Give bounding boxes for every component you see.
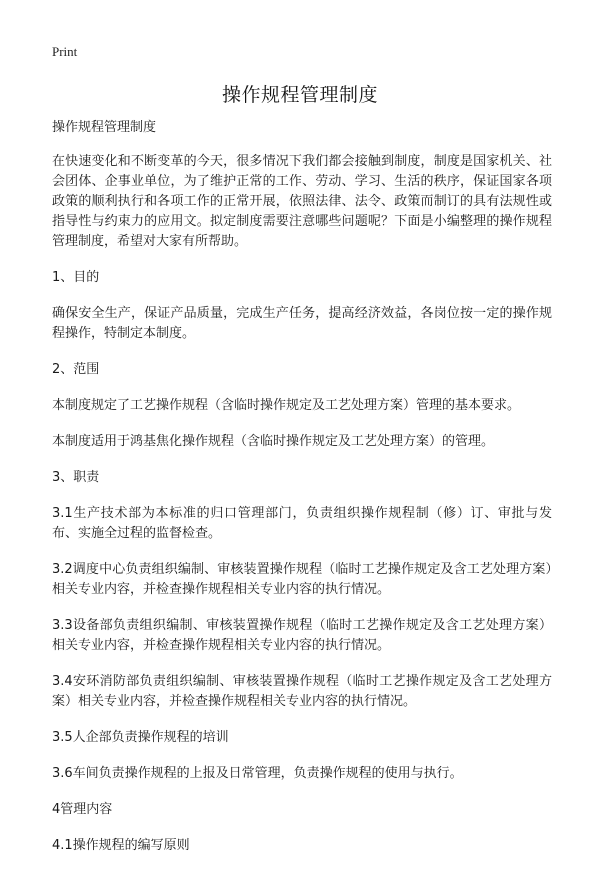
- paragraph-duty-3-4: 3.4安环消防部负责组织编制、审核装置操作规程（临时工艺操作规定及含工艺处理方案）相关专业内容，并检查操作规程相关专业内容的执行情况。: [52, 674, 552, 709]
- intro-paragraph: 在快速变化和不断变革的今天，很多情况下我们都会接触到制度，制度是国家机关、社会团体、企事业单位，为了维护正常的工作、劳动、学习、生活的秩序，保证国家各项政策的顺利执行和各项工作的正常开展，依照法律、法令、政策而制订的具有法规性或指导性与约束力的应用文。拟定制度需要注意哪些问题呢？下面是小编整理的操作规程管理制度，希望对大家有所帮助。: [52, 154, 552, 249]
- paragraph-duty-3-3: 3.3设备部负责组织编制、审核装置操作规程（临时工艺操作规定及含工艺处理方案）相关专业内容，并检查操作规程相关专业内容的执行情况。: [52, 618, 552, 653]
- section-heading-duties: 3、职责: [52, 470, 100, 485]
- paragraph-duty-3-1: 3.1生产技术部为本标准的归口管理部门，负责组织操作规程制（修）订、审批与发布、实施全过程的监督检查。: [52, 506, 552, 541]
- section-heading-purpose: 1、目的: [52, 270, 100, 285]
- document-subtitle: 操作规程管理制度: [52, 120, 157, 135]
- paragraph-scope-2: 本制度适用于鸿基焦化操作规程（含临时操作规定及工艺处理方案）的管理。: [52, 434, 495, 449]
- print-link[interactable]: Print: [52, 44, 78, 59]
- paragraph-scope-1: 本制度规定了工艺操作规程（含临时操作规定及工艺处理方案）管理的基本要求。: [52, 398, 521, 413]
- paragraph-duty-3-6: 3.6车间负责操作规程的上报及日常管理，负责操作规程的使用与执行。: [52, 766, 463, 781]
- paragraph-duty-3-5: 3.5人企部负责操作规程的培训: [52, 730, 229, 745]
- paragraph-duty-3-2: 3.2调度中心负责组织编制、审核装置操作规程（临时工艺操作规定及含工艺处理方案）相关专业内容，并检查操作规程相关专业内容的执行情况。: [52, 562, 552, 597]
- document-body: [52, 118, 552, 872]
- paragraph-management-4-1: 4.1操作规程的编写原则: [52, 838, 190, 853]
- paragraph-purpose: 确保安全生产，保证产品质量，完成生产任务，提高经济效益，各岗位按一定的操作规程操作，特制定本制度。: [52, 306, 552, 341]
- section-heading-management: 4管理内容: [52, 802, 113, 817]
- page-title: 操作规程管理制度: [221, 84, 378, 106]
- section-heading-scope: 2、范围: [52, 362, 100, 377]
